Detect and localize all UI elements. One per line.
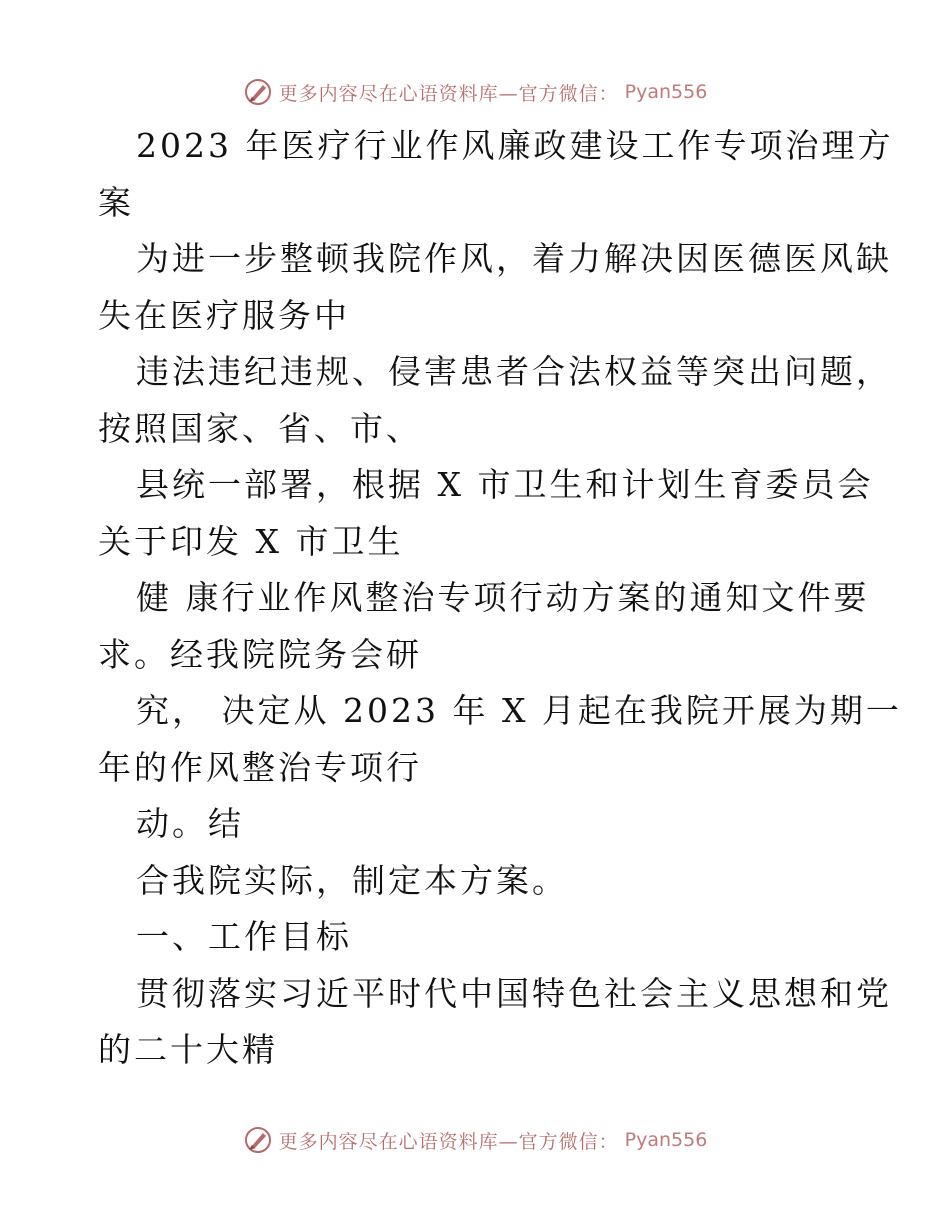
paragraph-line: 贯彻落实习近平时代中国特色社会主义思想和党 xyxy=(136,973,892,1013)
paragraph-line: 年的作风整治专项行 xyxy=(98,747,422,787)
header-banner-text: 更多内容尽在心语资料库—官方微信： xyxy=(278,82,619,105)
section-heading: 一、工作目标 xyxy=(136,917,352,956)
pen-logo-icon xyxy=(243,77,273,107)
paragraph-line: 的二十大精 xyxy=(98,1030,278,1069)
footer-banner-text: 更多内容尽在心语资料库—官方微信： xyxy=(278,1130,619,1153)
paragraph-line: 失在医疗服务中 xyxy=(98,295,350,335)
paragraph-line: 究， 决定从 2023 年 X 月起在我院开展为期一 xyxy=(136,691,902,730)
footer-banner-wechat: Pyan556 xyxy=(624,1129,708,1151)
paragraph-line: 为进一步整顿我院作风，着力解决因医德医风缺 xyxy=(136,239,892,278)
header-watermark-banner xyxy=(0,72,950,112)
document-body xyxy=(98,118,902,1079)
paragraph-line: 关于印发 X 市卫生 xyxy=(98,521,404,561)
paragraph-line: 按照国家、省、市、 xyxy=(98,408,422,448)
paragraph-line: 健 康行业作风整治专项行动方案的通知文件要 xyxy=(136,578,870,617)
header-banner-wechat: Pyan556 xyxy=(624,81,708,103)
paragraph-line: 合我院实际，制定本方案。 xyxy=(136,860,568,900)
footer-watermark-banner xyxy=(0,1120,950,1160)
paragraph-line: 县统一部署，根据 X 市卫生和计划生育委员会 xyxy=(136,465,874,504)
paragraph-line: 违法违纪违规、侵害患者合法权益等突出问题， xyxy=(136,352,892,391)
title-line-1: 2023 年医疗行业作风廉政建设工作专项治理方 xyxy=(136,126,894,165)
paragraph-line: 求。经我院院务会研 xyxy=(98,634,422,674)
title-line-2: 案 xyxy=(98,182,134,222)
paragraph-line: 动。结 xyxy=(136,804,244,843)
pen-logo-icon xyxy=(243,1125,273,1155)
